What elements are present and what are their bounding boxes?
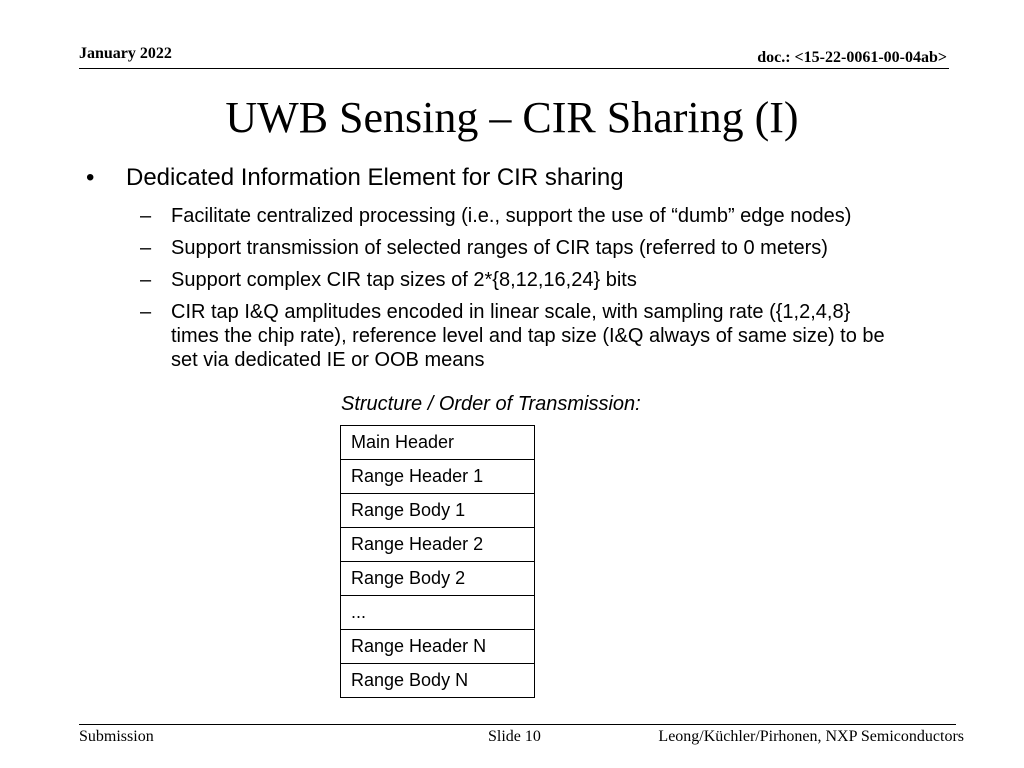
sub-bullet-marker: – bbox=[140, 269, 152, 291]
sub-bullet bbox=[80, 300, 891, 372]
structure-caption: Structure / Order of Transmission: bbox=[341, 393, 641, 415]
footer-slide-number: Slide 10 bbox=[488, 728, 541, 745]
sub-bullet bbox=[80, 204, 891, 228]
table-row bbox=[341, 630, 535, 664]
sub-bullet-marker: – bbox=[140, 205, 152, 227]
table-cell: Main Header bbox=[341, 426, 535, 460]
table-row bbox=[341, 562, 535, 596]
table-cell: Range Header 1 bbox=[341, 460, 535, 494]
sub-bullet-marker: – bbox=[140, 301, 152, 323]
table-cell: Range Body 1 bbox=[341, 494, 535, 528]
table-row bbox=[341, 528, 535, 562]
sub-bullet bbox=[80, 236, 891, 260]
table-cell: ... bbox=[341, 596, 535, 630]
sub-bullet-text: Support complex CIR tap sizes of 2*{8,12,16,24} bits bbox=[171, 269, 637, 291]
bullet-main bbox=[80, 160, 980, 196]
header-divider bbox=[79, 68, 949, 69]
header-date: January 2022 bbox=[79, 45, 172, 62]
table-row bbox=[341, 426, 535, 460]
footer-submission: Submission bbox=[79, 728, 154, 745]
table-cell: Range Body 2 bbox=[341, 562, 535, 596]
table-row bbox=[341, 494, 535, 528]
table-cell: Range Header N bbox=[341, 630, 535, 664]
bullet-main-text: Dedicated Information Element for CIR sharing bbox=[126, 164, 624, 191]
table-row bbox=[341, 596, 535, 630]
footer-divider bbox=[79, 724, 956, 725]
table-cell: Range Header 2 bbox=[341, 528, 535, 562]
table-cell: Range Body N bbox=[341, 664, 535, 698]
bullet-list bbox=[80, 160, 980, 372]
sub-bullet-text: CIR tap I&Q amplitudes encoded in linear scale, with sampling rate ({1,2,4,8} times the chip rate), reference level and tap size (I&Q always of same size) to be set via dedicated IE or OOB means bbox=[171, 301, 885, 371]
sub-bullet-marker: – bbox=[140, 237, 152, 259]
structure-table bbox=[340, 425, 535, 698]
sub-bullet-text: Facilitate centralized processing (i.e., support the use of “dumb” edge nodes) bbox=[171, 205, 852, 227]
header-doc-id: doc.: <15-22-0061-00-04ab> bbox=[757, 49, 947, 66]
slide-title: UWB Sensing – CIR Sharing (I) bbox=[225, 93, 799, 142]
bullet-marker: • bbox=[86, 164, 95, 191]
footer-authors: Leong/Küchler/Pirhonen, NXP Semiconductors bbox=[658, 728, 964, 745]
sub-bullet-text: Support transmission of selected ranges of CIR taps (referred to 0 meters) bbox=[171, 237, 828, 259]
sub-bullet bbox=[80, 268, 891, 292]
table-row bbox=[341, 664, 535, 698]
table-row bbox=[341, 460, 535, 494]
